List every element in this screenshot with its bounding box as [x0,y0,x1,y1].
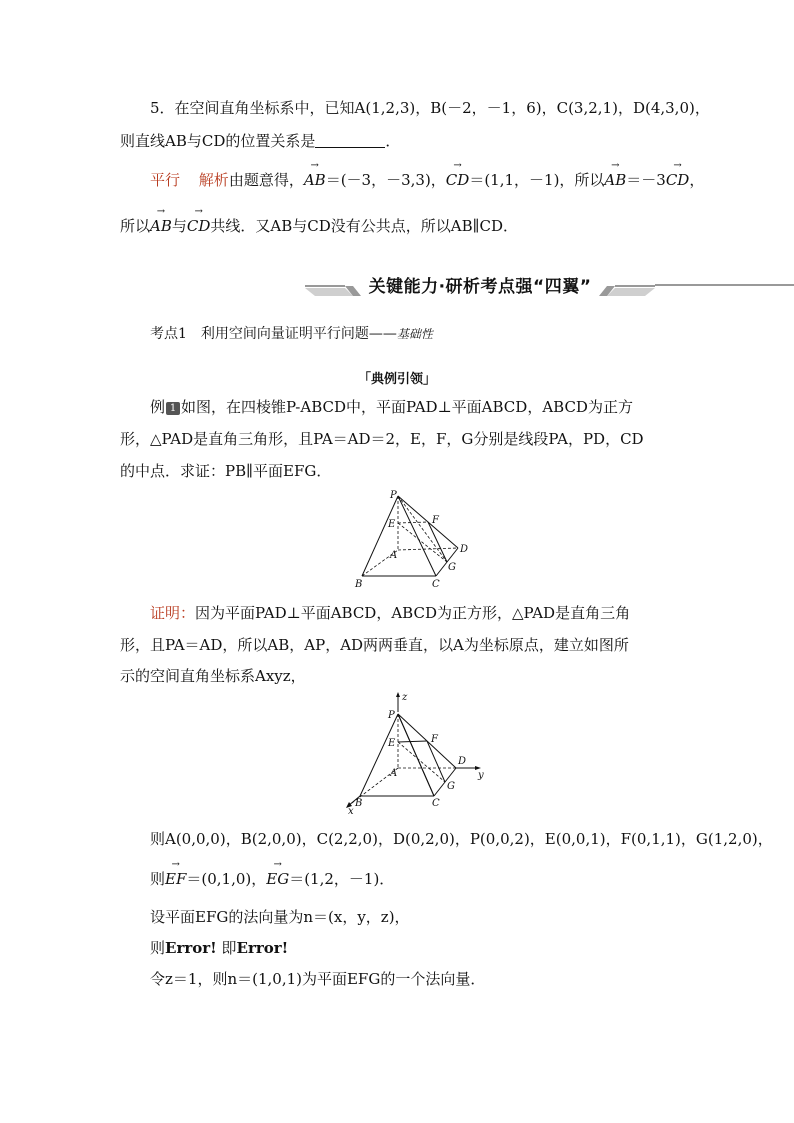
vector-ab: → AB [604,170,626,190]
proof-line2: 形，且PA＝AD，所以AB，AP，AD两两垂直，以A为坐标原点，建立如图所 [120,636,629,654]
proof-line3: 示的空间直角坐标系Axyz， [120,667,306,685]
q5-line2 [120,131,400,151]
label-d: D [458,756,467,767]
label-a: A [390,550,398,561]
example-line1 [150,397,633,417]
label-p: P [388,710,395,721]
normal-line2 [150,938,288,958]
proof-label: 证明： [150,604,196,622]
q5-line2-text: 则直线AB与CD的位置关系是 [120,132,316,150]
label-c: C [432,579,440,590]
coords-line1: 则A(0,0,0)，B(2,0,0)，C(2,2,0)，D(0,2,0)，P(0,0,2)，E(0,0,1)，F(0,1,1)，G(1,2,0)， [150,830,773,848]
label-c: C [432,798,440,809]
normal-line1: 设平面EFG的法向量为n＝(x，y，z)， [150,908,410,926]
vector-cd: → CD [187,216,211,236]
q5-line1: 5．在空间直角坐标系中，已知A(1,2,3)，B(－2，－1，6)，C(3,2,1)，D(4,3,0)， [150,99,710,117]
label-b: B [355,579,363,590]
section-banner [305,268,655,300]
analysis-label: 解析 [198,171,229,189]
answer-text: 由题意得， [228,171,304,189]
answer-text: ＝－3 [626,171,666,189]
label-e: E [388,738,396,749]
label-f: F [432,515,439,526]
vector-cd: → CD [666,170,690,190]
normal-line3: 令z＝1，则n＝(1,0,1)为平面EFG的一个法向量． [150,970,486,988]
normal-text: 即 [216,939,237,957]
answer-blank [315,133,385,148]
label-e: E [388,519,396,530]
coords-line2 [150,869,394,889]
label-p: P [390,490,397,501]
answer-text: 共线．又AB与CD没有公共点，所以AB∥CD． [210,217,519,235]
proof-text: 因为平面PAD⊥平面ABCD，ABCD为正方形，△PAD是直角三角 [195,604,631,622]
answer-text: ＝(1,1，－1)，所以 [469,171,605,189]
label-x: x [348,806,354,815]
label-g: G [448,562,456,573]
kaodian-label: 考点1 利用空间向量证明平行问题—— [150,326,397,342]
pyramid-figure [350,488,480,590]
label-g: G [447,781,455,792]
answer-text: ＝(－3，－3,3)， [325,171,446,189]
label-d: D [460,544,469,555]
section-title: 「典例引领」 [357,372,436,387]
answer-line1 [150,170,704,190]
banner-line-right [655,282,794,292]
label-z: z [402,692,408,703]
label-y: y [478,770,484,781]
vector-cd: → CD [446,170,470,190]
answer-line2 [120,216,518,236]
answer-label: 平行 [150,171,181,189]
label-a: A [390,768,398,779]
error-text: Error! [236,939,289,957]
coords-text: ＝(1,2，－1)． [289,870,395,888]
kaodian-tag: 基础性 [396,327,433,341]
example-text: 如图，在四棱锥P-ABCD中，平面PAD⊥平面ABCD，ABCD为正方 [181,398,633,416]
banner-title: 关键能力·研析考点强“四翼” [368,277,592,297]
vector-eg: → EG [266,869,289,889]
vector-ab: → AB [304,170,326,190]
vector-ab: → AB [150,216,172,236]
proof-line1 [150,603,630,623]
q5-line2-end: ． [385,132,401,150]
answer-text: ， [689,171,705,189]
error-text: Error! [165,939,217,957]
vector-ef: → EF [165,869,186,889]
label-f: F [431,734,438,745]
label-b: B [355,798,363,809]
kaodian-heading [150,324,433,344]
coordinate-figure [338,690,488,815]
coords-text: 则 [150,870,166,888]
example-label: 例 [150,398,166,416]
normal-text: 则 [150,939,166,957]
answer-text: 所以 [120,217,151,235]
example-line3: 的中点．求证：PB∥平面EFG． [120,462,332,480]
answer-text: 与 [171,217,187,235]
example-number-badge: 1 [166,402,180,415]
coords-text: ＝(0,1,0)， [186,870,267,888]
example-line2: 形，△PAD是直角三角形，且PA＝AD＝2，E，F，G分别是线段PA，PD，CD [120,430,644,448]
